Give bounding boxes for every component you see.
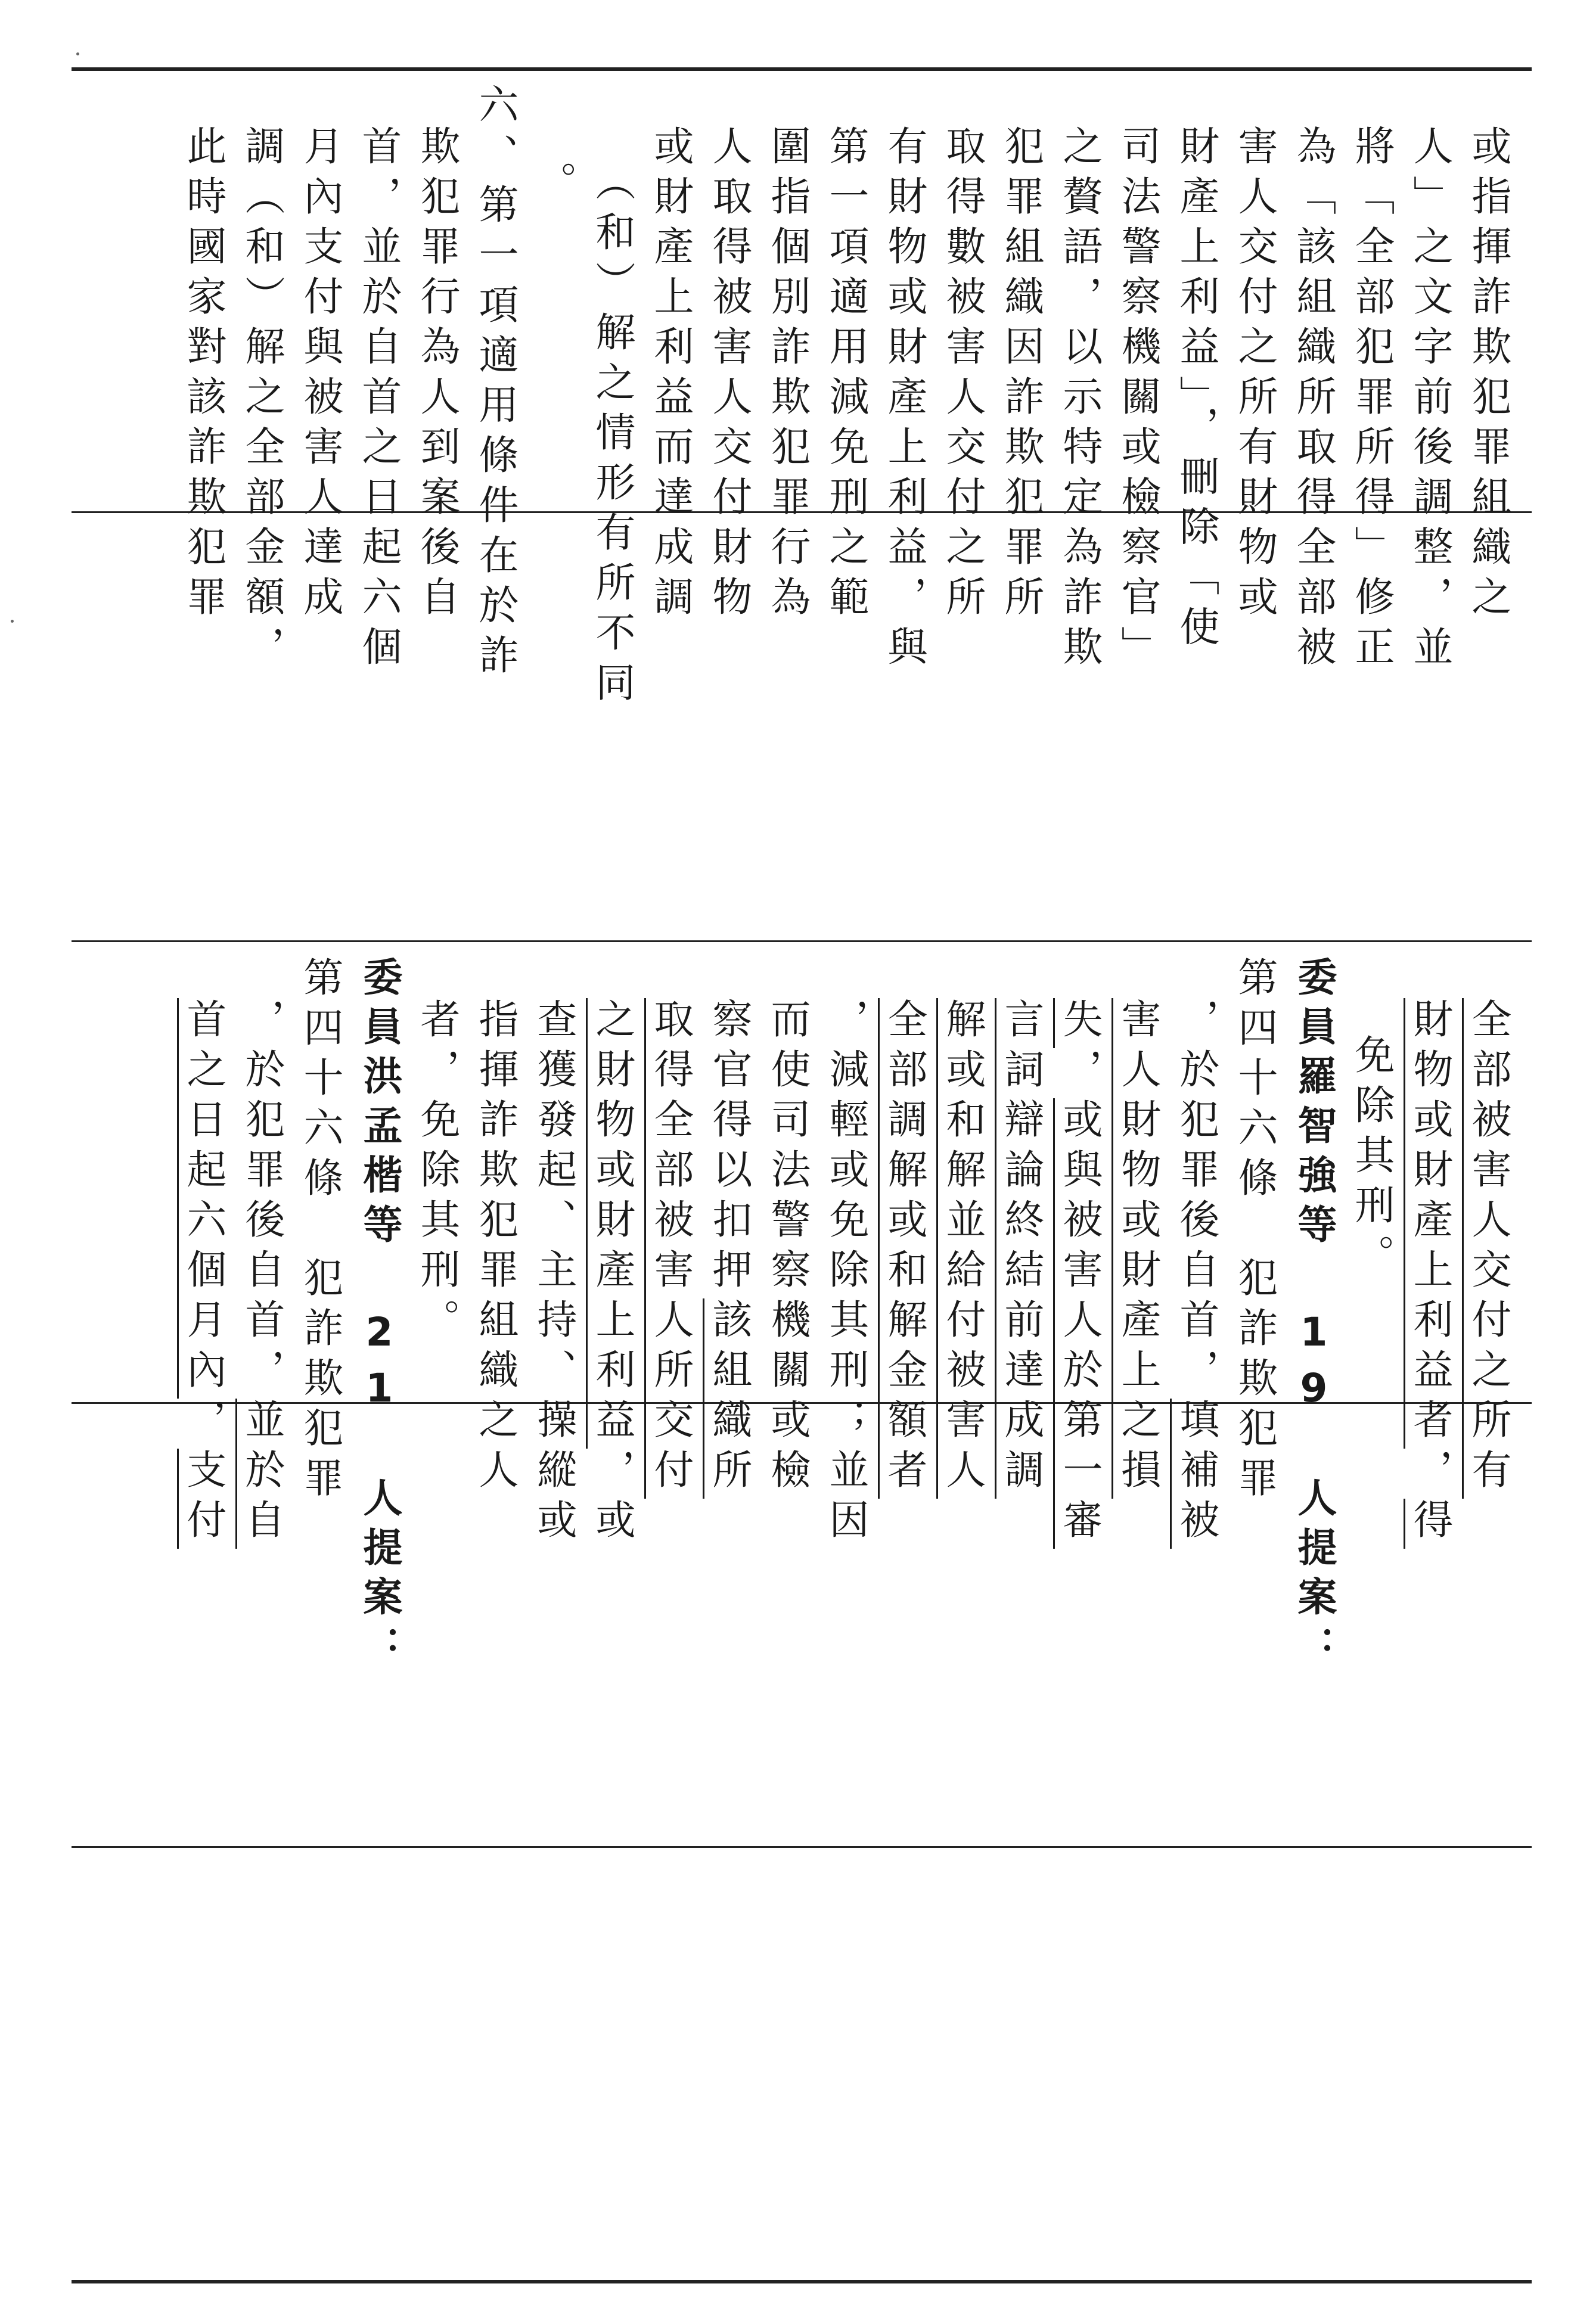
underlined-text: 失 xyxy=(1057,998,1103,1048)
table-rule xyxy=(72,1846,1532,1848)
text-line xyxy=(765,998,811,1499)
table-rule-top xyxy=(72,67,1532,71)
text-line xyxy=(1290,125,1337,676)
text-run: （和）解之情形有所不同 xyxy=(589,161,636,712)
text-line xyxy=(706,998,753,1499)
underlined-text: 言詞辯論終結前達成調 xyxy=(998,998,1045,1499)
text-line xyxy=(1115,125,1162,676)
text-line xyxy=(473,83,519,684)
text-line xyxy=(356,125,402,676)
text-line xyxy=(531,998,578,1549)
explanation-text-column xyxy=(0,83,1571,712)
text-line xyxy=(181,125,227,626)
text-run: 人取得被害人交付財物 xyxy=(706,125,753,626)
text-run: 而使司法警察機關或檢 xyxy=(765,998,811,1499)
text-line xyxy=(1057,998,1103,1549)
text-run: ，減輕或免除其刑；並因 xyxy=(823,998,870,1549)
text-run: 圍指個別詐欺犯罪行為 xyxy=(765,125,811,626)
text-run: 將「全部犯罪所得」修正 xyxy=(1349,125,1395,676)
text-line xyxy=(531,161,578,211)
text-line xyxy=(881,125,928,676)
underlined-text: 得 xyxy=(1407,1499,1454,1549)
text-line xyxy=(414,125,461,626)
text-run: 第一項適用減免刑之範 xyxy=(823,125,870,626)
text-line xyxy=(1115,998,1162,1499)
text-line xyxy=(239,998,285,1549)
text-line xyxy=(998,125,1045,626)
text-line xyxy=(1407,998,1454,1549)
text-line xyxy=(1291,956,1337,1675)
text-run: ， xyxy=(1057,1048,1103,1098)
text-line xyxy=(473,998,519,1499)
text-run: 調（和）解之全部金額， xyxy=(239,125,285,676)
text-line xyxy=(1232,125,1278,626)
underlined-text: 財物或財產上利益者 xyxy=(1407,998,1454,1449)
text-run: 免除其刑。 xyxy=(1349,1034,1395,1284)
text-line xyxy=(823,998,870,1549)
underlined-text: 之財物或財產上利益 xyxy=(589,998,636,1449)
text-run: ， xyxy=(1407,1449,1454,1499)
text-line xyxy=(940,125,986,626)
text-run: ， xyxy=(181,1399,227,1449)
text-run: 。 xyxy=(531,161,578,211)
text-line xyxy=(998,998,1045,1499)
text-run: 委員羅智強等 19 人提案： xyxy=(1291,956,1337,1675)
text-run: 月內支付與被害人達成 xyxy=(297,125,344,626)
text-run: ，或 xyxy=(589,1449,636,1549)
text-run: 司法警察機關或檢察官」 xyxy=(1115,125,1162,676)
text-run: 或指揮詐欺犯罪組織之 xyxy=(1466,125,1512,626)
underlined-text: 首之日起六個月內 xyxy=(181,998,227,1399)
text-line xyxy=(297,125,344,626)
text-line xyxy=(1057,125,1103,676)
text-run: 委員洪孟楷等 21 人提案： xyxy=(356,956,402,1675)
text-line xyxy=(1349,1034,1395,1284)
underlined-text: 全部被害人交付之所有 xyxy=(1466,998,1512,1499)
table-rule-bottom xyxy=(72,2280,1532,2283)
text-run: 為「該組織所取得全部被 xyxy=(1290,125,1337,676)
text-run: 害人交付之所有財物或 xyxy=(1232,125,1278,626)
text-line xyxy=(881,998,928,1499)
table-rule xyxy=(72,940,1532,942)
text-line xyxy=(1466,998,1512,1499)
text-run: 之贅語，以示特定為詐欺 xyxy=(1057,125,1103,676)
text-line xyxy=(356,956,402,1675)
underlined-text: 全部調解或和解金額者 xyxy=(881,998,928,1499)
text-run: 首，並於自首之日起六個 xyxy=(356,125,402,676)
text-run: 或財產上利益而達成調 xyxy=(648,125,694,626)
text-run: 有財物或財產上利益，與 xyxy=(881,125,928,676)
text-run: 人」之文字前後調整，並 xyxy=(1407,125,1454,676)
text-run: 六、第一項適用條件在於詐 xyxy=(473,83,519,684)
underlined-text: 該組織所 xyxy=(706,1298,753,1499)
text-line xyxy=(1349,125,1395,676)
underlined-text: 或與被害人於第一審 xyxy=(1057,1098,1103,1549)
text-run: 犯罪組織因詐欺犯罪所 xyxy=(998,125,1045,626)
text-line xyxy=(1466,125,1512,626)
text-line xyxy=(297,956,344,1507)
scan-speck xyxy=(11,620,14,623)
text-line xyxy=(1232,956,1278,1507)
text-line xyxy=(823,125,870,626)
text-line xyxy=(765,125,811,626)
text-run: 欺犯罪行為人到案後自 xyxy=(414,125,461,626)
text-run: 此時國家對該詐欺犯罪 xyxy=(181,125,227,626)
scan-speck xyxy=(76,52,79,55)
text-run: 指揮詐欺犯罪組織之人 xyxy=(473,998,519,1499)
text-line xyxy=(414,998,461,1349)
text-line xyxy=(181,998,227,1549)
underlined-text: 解或和解並給付被害人 xyxy=(940,998,986,1499)
text-line xyxy=(706,125,753,626)
text-run: 察官得以扣押 xyxy=(706,998,753,1298)
text-line xyxy=(940,998,986,1499)
underlined-text: 害人財物或財產上之損 xyxy=(1115,998,1162,1499)
text-line xyxy=(239,125,285,676)
text-run: 者，免除其刑。 xyxy=(414,998,461,1349)
text-line xyxy=(648,998,694,1499)
underlined-text: 取得全部被害人所交付 xyxy=(648,998,694,1499)
text-line xyxy=(589,161,636,712)
text-line xyxy=(1407,125,1454,676)
underlined-text: 並於自 xyxy=(239,1399,285,1549)
text-line xyxy=(589,998,636,1549)
text-run: 第四十六條 犯詐欺犯罪 xyxy=(1232,956,1278,1507)
proposal-text-column xyxy=(0,956,1571,1675)
text-line xyxy=(1173,125,1220,656)
text-run: 查獲發起、主持、操縱或 xyxy=(531,998,578,1549)
text-line xyxy=(1173,998,1220,1549)
text-run: 財產上利益」，刪除「使 xyxy=(1173,125,1220,656)
text-run: 取得數被害人交付之所 xyxy=(940,125,986,626)
text-run: 第四十六條 犯詐欺犯罪 xyxy=(297,956,344,1507)
underlined-text: 支付 xyxy=(181,1449,227,1549)
text-line xyxy=(648,125,694,626)
underlined-text: 填補被 xyxy=(1173,1399,1220,1549)
text-run: ，於犯罪後自首， xyxy=(239,998,285,1399)
text-run: ，於犯罪後自首， xyxy=(1173,998,1220,1399)
